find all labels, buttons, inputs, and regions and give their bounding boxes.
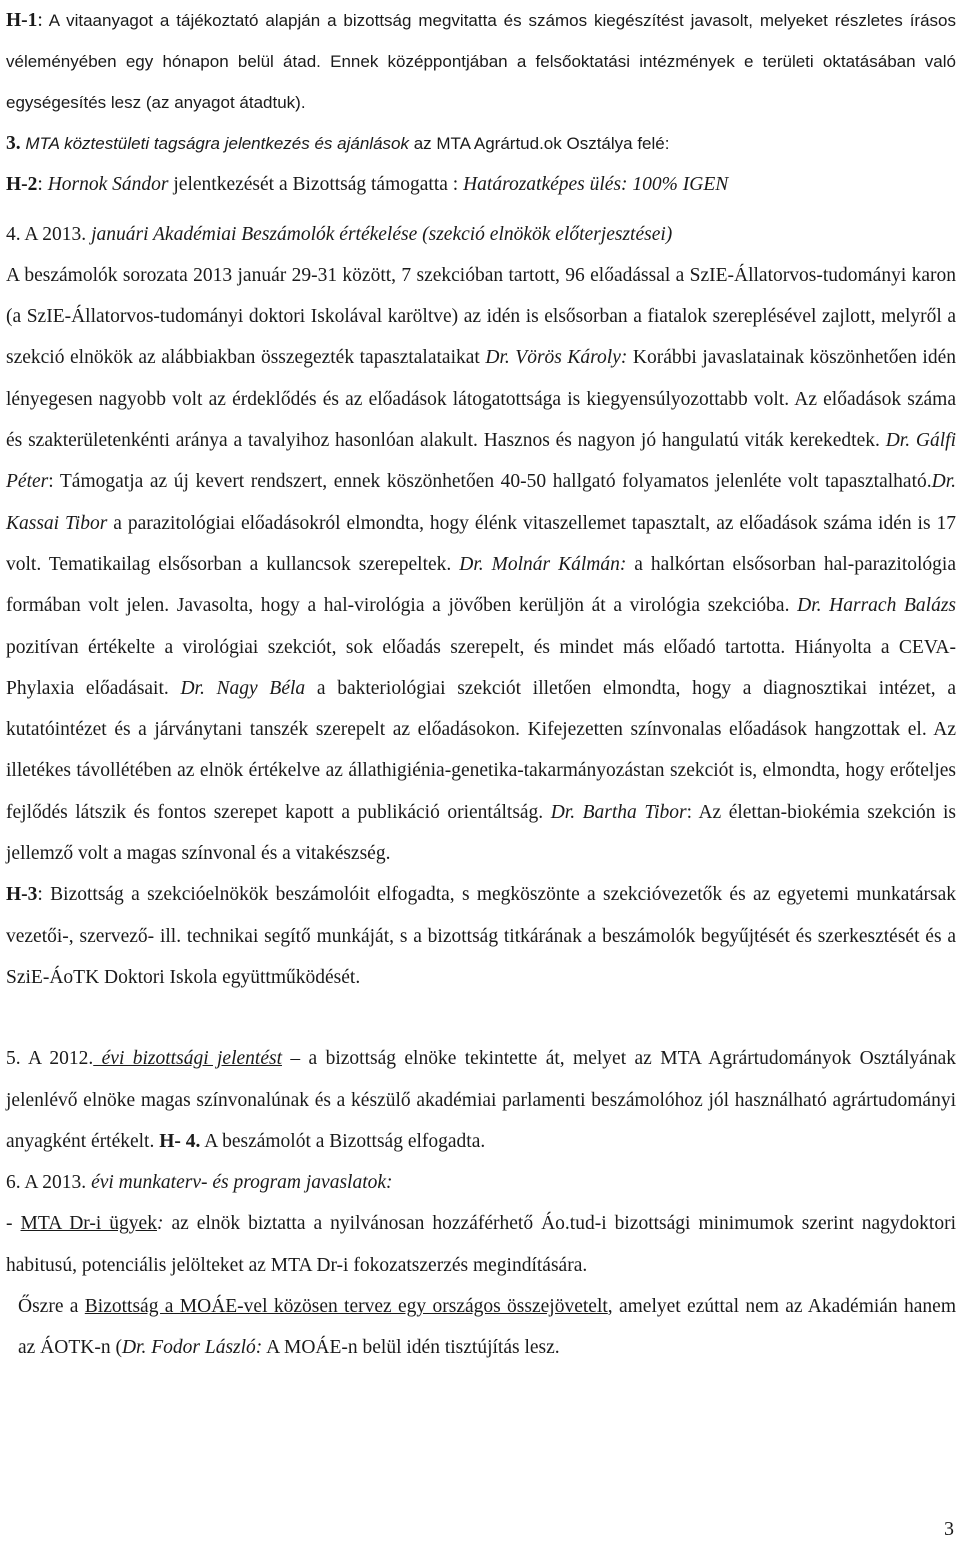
section-3-heading: 3. MTA köztestületi tagságra jelentkezés és ajánlások az MTA Agrártud.ok Osztálya felé: (6, 133, 670, 154)
resolution-label: H- 4. (159, 1130, 201, 1152)
section-4-heading: 4. A 2013. januári Akadémiai Beszámolók értékelése (szekció elnökök előterjesztései) (6, 223, 673, 245)
person-name: Kassai Tibor (6, 512, 108, 534)
person-name: Bartha Tibor (575, 801, 687, 823)
resolution-label: H-2 (6, 174, 38, 196)
document-page (6, 0, 956, 1369)
person-name: Vörös Károly: (509, 347, 628, 369)
paragraph-section-reports: A beszámolók sorozata 2013 január 29-31 között, 7 szekcióban tartott, 96 előadással a SzIE-Állatorvos-tudományi karon (a SzIE-Állatorvos-tudományi doktori Iskolával karöltve) az idén is elsősorban a fiatalok szereplésével zajlott, melyről a szekció elnökök az alábbiakban összegezték tapasztalataikat Dr. Vörös Károly: Korábbi javaslatainak köszönhetően idén lényegesen nagyobb volt az érdeklődés és az előadások látogatottsága is kiegyensúlyozottabb volt. Az előadások száma és szakterületenkénti aránya a tavalyihoz hasonlóan alakult. Hasznos és nagyon jó hangulatú viták kerekedtek. Dr. Gálfi Péter: Támogatja az új kevert rendszert, ennek köszönhetően 40-50 hallgató folyamatos jelenléte volt tapasztalható.Dr. Kassai Tibor a parazitológiai előadásokról elmondta, hogy élénk vitaszellemet tapasztalt, az előadások száma idén is 17 volt. Tematikailag elsősorban a kullancsok szerepeltek. Dr. Molnár Kálmán: a halkórtan elsősorban hal-parazitológia formában volt jelen. Javasolta, hogy a hal-virológia a jövőben kerüljön át a virológia szekcióba. Dr. Harrach Balázs pozitívan értékelte a virológiai szekciót, sok előadás szerepelt, és mindet más előadó tartotta. Hiányolta a CEVA-Phylaxia előadásait. Dr. Nagy Béla a bakteriológiai szekciót illetően elmondta, hogy a diagnosztikai intézet, a kutatóintézet és a járványtani tanszék szerepelt az előadásokon. Kifejezetten színvonalas előadások hangzottak el. Az illetékes távollétében az elnök értékelve az állathigiénia-genetika-takarmányozástan szekciót is, elmondta, hogy erőteljes fejlődés látszik és fontos szerepet kapott a publikáció orientáltság. Dr. Bartha Tibor: Az élettan-biokémia szekción is jellemző volt a magas színvonal és a vitakészség. (6, 264, 957, 865)
resolution-label: H-3 (6, 884, 38, 906)
paragraph-h2: H-2: Hornok Sándor jelentkezését a Bizottság támogatta : Határozatképes ülés: 100% IGEN (6, 174, 729, 196)
person-name: Molnár Kálmán: (483, 553, 627, 575)
paragraph-autumn-meeting: Őszre a Bizottság a MOÁE-vel közösen tervez egy országos összejövetelt, amelyet ezúttal nem az Akadémián hanem az ÁOTK-n (Dr. Fodor László: A MOÁE-n belül idén tisztújítás lesz. (18, 1296, 956, 1359)
person-name: Nagy Béla (204, 677, 306, 699)
person-name: Harrach Balázs (821, 595, 957, 617)
resolution-label: H-1 (6, 10, 38, 31)
paragraph-mta-matters: - MTA Dr-i ügyek: az elnök biztatta a nyilvánosan hozzáférhető Áo.tud-i bizottsági minimumok szerint nagydoktori habitusú, potenciális jelölteket az MTA Dr-i fokozatszerzés megindítására. (6, 1213, 957, 1276)
paragraph-h3: H-3: Bizottság a szekcióelnökök beszámolóit elfogadta, s megköszönte a szekcióvezetők és az egyetemi munkatársak vezetői-, szervező- ill. technikai segítő munkáját, s a bizottság titkárának a beszámolók begyűjtését és szerkesztését és a SziE-ÁoTK Doktori Iskola együttműködését. (6, 884, 956, 988)
paragraph-h1: H-1: A vitaanyagot a tájékoztató alapján a bizottság megvitatta és számos kiegészítést javasolt, melyeket részletes írásos véleményében egy hónapon belül átad. Ennek középpontjában a felsőoktatási intézmények e területi oktatásában való egységesítés lesz (az anyagot átadtuk). (6, 10, 956, 112)
section-6-heading: 6. A 2013. évi munkaterv- és program javaslatok: (6, 1172, 393, 1194)
person-name: Fodor László: (146, 1337, 263, 1359)
paragraph-section-5: 5. A 2012. évi bizottsági jelentést – a bizottság elnöke tekintette át, melyet az MTA Agrártudományok Osztályának jelenlévő elnöke magas színvonalúnak és a készülő akadémiai parlamenti beszámolóhoz jól használható agrártudományi anyagként értékelt. H- 4. A beszámolót a Bizottság elfogadta. (6, 1048, 956, 1152)
person-name: Gálfi Péter (6, 430, 956, 493)
page-number: 3 (944, 1518, 954, 1540)
paragraph-text: A vitaanyagot a tájékoztató alapján a bizottság megvitatta és számos kiegészítést javasolt, melyeket részletes írásos véleményében egy hónapon belül átad. Ennek középpontjában a felsőoktatási intézmények e területi oktatásában való egységesítés lesz (az anyagot átadtuk). (6, 11, 956, 112)
